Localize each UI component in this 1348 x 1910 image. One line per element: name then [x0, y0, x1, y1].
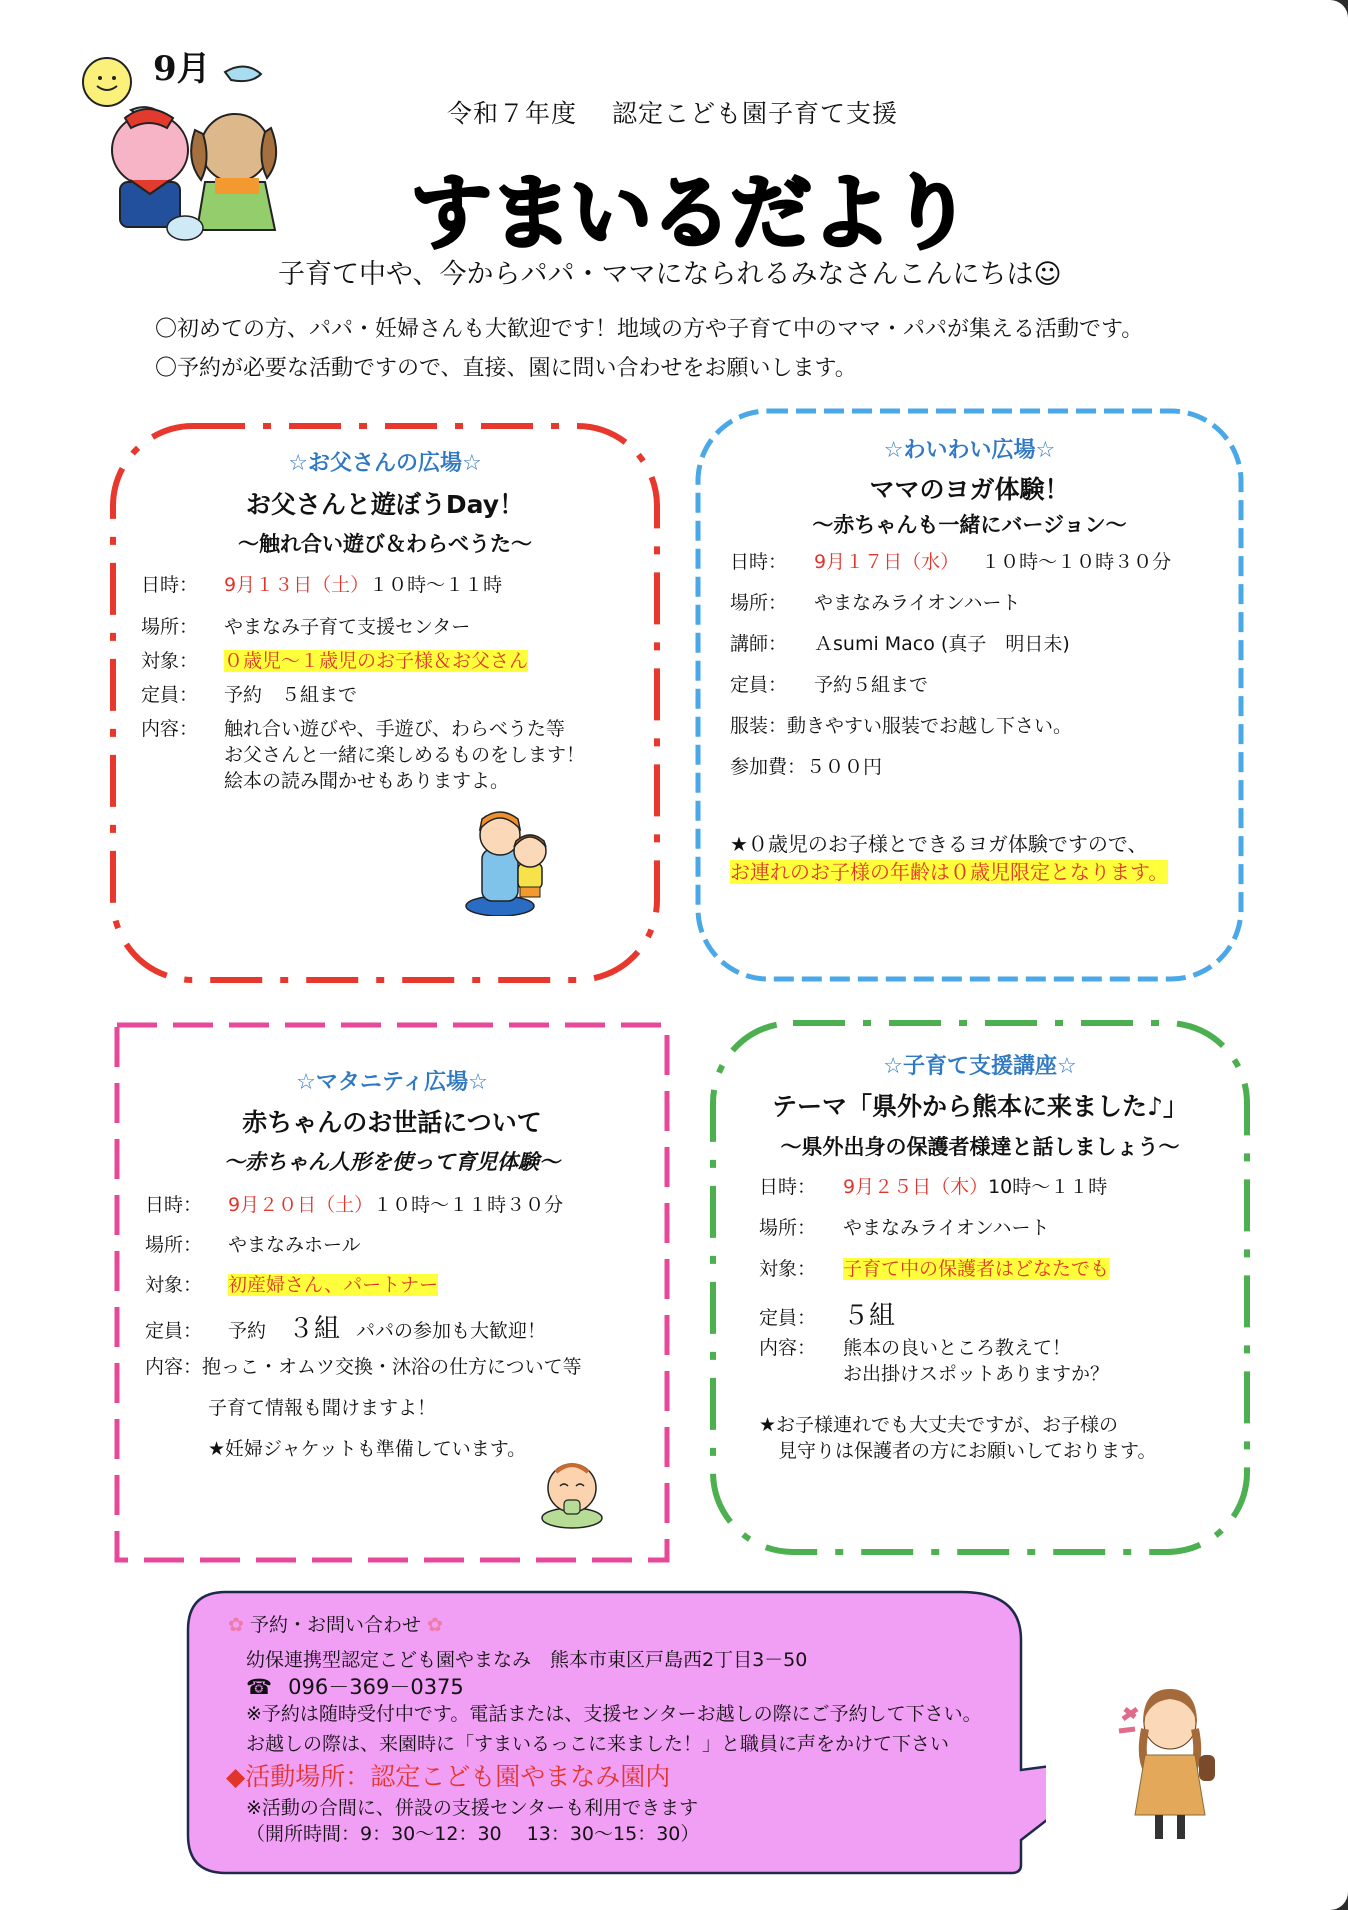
svg-text:9月: 9月 — [153, 50, 211, 89]
contact-heading: ✿ 予約・お問い合わせ ✿ — [228, 1614, 443, 1636]
baby-icon — [532, 1458, 612, 1530]
card-headline: ママのヨガ体験！ — [869, 475, 1070, 504]
contact-address: 幼保連携型認定こども園やまなみ 熊本市東区戸島西2丁目3－50 — [246, 1649, 808, 1671]
month-illustration-icon — [75, 50, 285, 245]
card-subhead: ～県外出身の保護者様達と話しましょう～ — [780, 1135, 1180, 1159]
card-subhead: ～赤ちゃん人形を使って育児体験～ — [224, 1150, 560, 1174]
contact-note-center: ※活動の合間に、併設の支援センターも利用できます — [246, 1797, 699, 1819]
card-row-place: 場所： やまなみ子育て支援センター — [141, 616, 471, 638]
flower-icon: ✿ — [228, 1614, 244, 1636]
card-row-content: 内容： 触れ合い遊びや、手遊び、わらべうた等 — [141, 718, 565, 740]
card-category: ☆マタニティ広場☆ — [296, 1070, 488, 1095]
card-row-place: 場所： やまなみホール — [145, 1234, 361, 1256]
card-row-target: 対象： ０歳児～１歳児のお子様＆お父さん — [141, 650, 529, 672]
phone-icon: ☎ — [246, 1675, 273, 1699]
card-note: ★お子様連れでも大丈夫ですが、お子様の — [759, 1414, 1119, 1436]
contact-note-visit: お越しの際は、来園時に「すまいるっこに来ました！」と職員に声をかけて下さい — [246, 1733, 950, 1755]
card-lecture — [705, 1015, 1255, 1560]
card-row-capacity: 定員： 予約５組まで — [730, 674, 929, 696]
card-note: ★０歳児のお子様とできるヨガ体験ですので、 — [730, 832, 1148, 856]
card-row-content-2: お出掛けスポットありますか？ — [843, 1363, 1110, 1385]
card-headline: お父さんと遊ぼうDay！ — [245, 490, 525, 519]
card-subhead: ～赤ちゃんも一緒にバージョン～ — [812, 513, 1127, 537]
teacher-illustration-icon — [1115, 1685, 1220, 1845]
contact-phone[interactable]: 096－369－0375 — [288, 1675, 464, 1699]
card-headline: 赤ちゃんのお世話について — [242, 1108, 542, 1137]
card-row-content-2: お父さんと一緒に楽しめるものをします！ — [224, 744, 586, 766]
card-row-instructor: 講師： Ａsumi Maco (真子 明日未) — [730, 633, 1070, 655]
card-row-content-2: 子育て情報も聞けますよ！ — [208, 1397, 437, 1419]
card-row-place: 場所： やまなみライオンハート — [759, 1217, 1050, 1239]
newsletter-title: すまいるだより — [410, 166, 971, 261]
card-note-highlight: お連れのお子様の年齢は０歳児限定となります。 — [730, 860, 1169, 884]
card-row-capacity: 定員： 予約 ５組まで — [141, 684, 358, 706]
activity-place: ◆活動場所：認定こども園やまなみ園内 — [226, 1762, 671, 1791]
card-row-content-3: 絵本の読み聞かせもありますよ。 — [224, 770, 510, 792]
father-and-child-icon — [460, 811, 560, 916]
card-row-target: 対象： 初産婦さん、パートナー — [145, 1274, 439, 1296]
newsletter-subtitle: 令和７年度 認定こども園子育て支援 — [447, 99, 898, 128]
card-row-fee: 参加費：５００円 — [730, 756, 883, 778]
intro-line-1: 〇初めての方、パパ・妊婦さんも大歓迎です！地域の方や子育て中のママ・パパが集える活動です。 — [155, 317, 1144, 342]
card-yoga — [692, 405, 1247, 985]
intro-line-2: 〇予約が必要な活動ですので、直接、園に問い合わせをお願いします。 — [155, 356, 857, 381]
contact-phone-line — [246, 1671, 464, 1701]
card-category: ☆お父さんの広場☆ — [288, 451, 482, 476]
card-subhead: ～触れ合い遊び＆わらべうた～ — [238, 532, 532, 556]
card-row-place: 場所： やまなみライオンハート — [730, 592, 1021, 614]
card-row-date: 日時： 9月１３日（土）１０時～１１時 — [141, 574, 503, 596]
card-row-target: 対象： 子育て中の保護者はどなたでも — [759, 1258, 1110, 1280]
card-row-capacity: 定員： 予約 ３組 パパの参加も大歓迎！ — [145, 1314, 547, 1344]
card-row-dress: 服装：動きやすい服装でお越し下さい。 — [730, 715, 1073, 737]
card-category: ☆わいわい広場☆ — [883, 438, 1056, 463]
card-fathers — [105, 418, 665, 988]
flower-icon: ✿ — [427, 1614, 443, 1636]
card-row-content: 内容：抱っこ・オムツ交換・沐浴の仕方について等 — [145, 1356, 582, 1378]
contact-note-reservation: ※予約は随時受付中です。電話または、支援センターお越しの際にご予約して下さい。 — [246, 1703, 982, 1725]
card-note-2: 見守りは保護者の方にお願いしております。 — [759, 1440, 1157, 1462]
card-row-date: 日時： 9月２５日（木）10時～１１時 — [759, 1176, 1108, 1198]
card-category: ☆子育て支援講座☆ — [883, 1054, 1077, 1079]
contact-section — [186, 1590, 1046, 1875]
card-headline: テーマ「県外から熊本に来ました♪」 — [772, 1092, 1188, 1121]
card-row-capacity: 定員： ５組 — [759, 1301, 896, 1331]
contact-hours: （開所時間：9：30～12：30 13：30～15：30） — [246, 1823, 700, 1845]
card-row-content: 内容： 熊本の良いところ教えて！ — [759, 1337, 1072, 1359]
card-row-content-3: ★妊婦ジャケットも準備しています。 — [208, 1438, 527, 1460]
greeting-text: 子育て中や、今からパパ・ママになられるみなさんこんにちは☺ — [278, 259, 1062, 290]
card-row-date: 日時： 9月１７日（水） １０時～１０時３０分 — [730, 551, 1172, 573]
card-row-date: 日時： 9月２０日（土）１０時～１１時３０分 — [145, 1194, 564, 1216]
card-maternity — [112, 1020, 672, 1565]
